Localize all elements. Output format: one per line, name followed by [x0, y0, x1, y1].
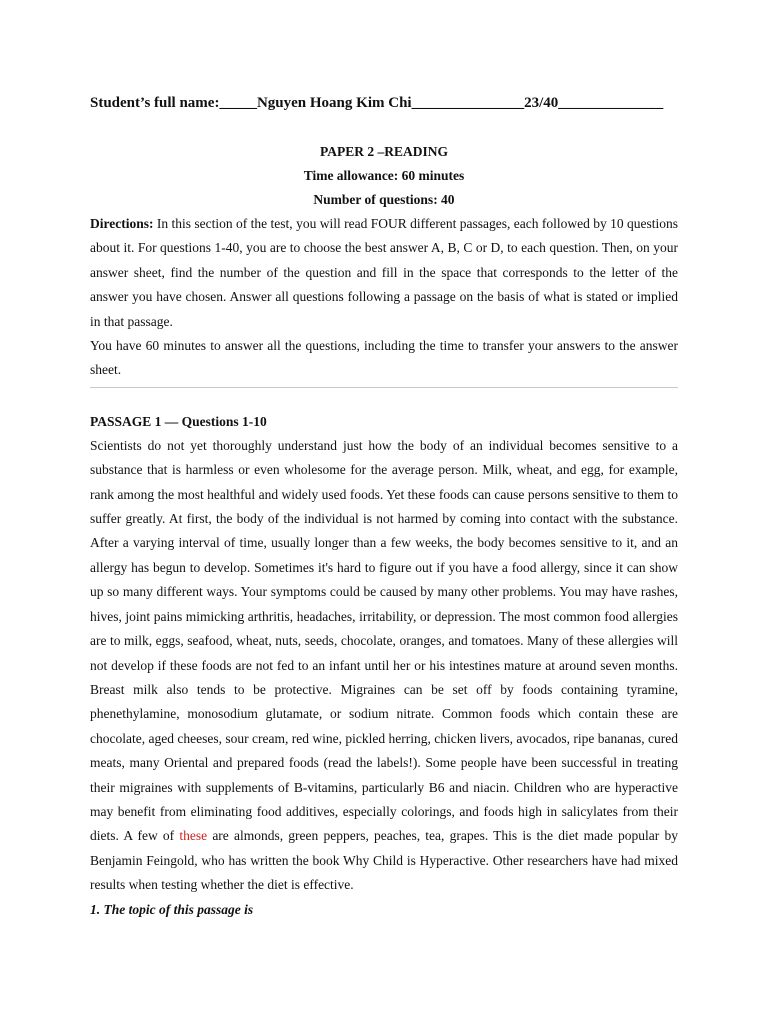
passage-text [90, 434, 678, 898]
score-value: 23/40 [524, 95, 559, 111]
section-divider [90, 387, 678, 388]
blank-line: _______________ [411, 95, 525, 111]
time-note-paragraph: You have 60 minutes to answer all the questions, including the time to transfer your answers to the answer sheet. [90, 338, 678, 378]
document-page [90, 92, 678, 922]
directions-paragraph [90, 212, 678, 334]
blank-line: _____ [219, 95, 257, 111]
question-1: 1. The topic of this passage is [90, 901, 254, 917]
passage-text-after: are almonds, green peppers, peaches, tea, grapes. This is the diet made popular by Benjamin Feingold, who has written the book Why Child is Hyperactive. Other researchers have had mixed results when testing whether the diet is effective. [90, 828, 678, 893]
number-of-questions: Number of questions: 40 [313, 192, 455, 207]
student-name-value: Nguyen Hoang Kim Chi [256, 95, 412, 111]
student-name-label: Student’s full name: [90, 95, 220, 111]
directions-text: In this section of the test, you will read FOUR different passages, each followed by 10 questions about it. For questions 1-40, you are to choose the best answer A, B, C or D, to each question. Then, on your answer sheet, find the number of the question and fill in the space that corresponds to the letter of the answer you have chosen. Answer all questions following a passage on the basis of what is stated or implied in that passage. [90, 216, 678, 329]
directions-label: Directions: [90, 216, 154, 231]
paper-title: PAPER 2 –READING [320, 144, 448, 159]
paper-header [90, 140, 678, 212]
passage-title: PASSAGE 1 — Questions 1-10 [90, 413, 267, 429]
student-name-line [90, 92, 678, 114]
highlighted-word: these [179, 828, 208, 844]
passage-text-before: Scientists do not yet thoroughly understand just how the body of an individual becomes sensitive to a substance that is harmless or even wholesome for the average person. Milk, wheat, and egg, for example, rank among the most healthful and widely used foods. Yet these foods can cause persons sensitive to them to suffer greatly. At first, the body of the individual is not harmed by coming into contact with the substance. After a varying interval of time, usually longer than a few weeks, the body becomes sensitive to it, and an allergy has begun to develop. Sometimes it's hard to figure out if you have a food allergy, since it can show up so many different ways. Your symptoms could be caused by many other problems. You may have rashes, hives, joint pains mimicking arthritis, headaches, irritability, or depression. The most common food allergies are to milk, eggs, seafood, wheat, nuts, seeds, chocolate, oranges, and tomatoes. Many of these allergies will not develop if these foods are not fed to an infant until her or his intestines mature at around seven months. Breast milk also tends to be protective. Migraines can be set off by foods containing tyramine, phenethylamine, monosodium glutamate, or sodium nitrate. Common foods which contain these are chocolate, aged cheeses, sour cream, red wine, pickled herring, chicken livers, avocados, ripe bananas, cured meats, many Oriental and prepared foods (read the labels!). Some people have been successful in treating their migraines with supplements of B-vitamins, particularly B6 and niacin. Children who are hyperactive may benefit from eliminating food additives, especially colorings, and foods high in salicylates from their diets. A few of [90, 437, 678, 844]
blank-line: ______________ [558, 95, 664, 111]
time-allowance: Time allowance: 60 minutes [303, 168, 465, 183]
